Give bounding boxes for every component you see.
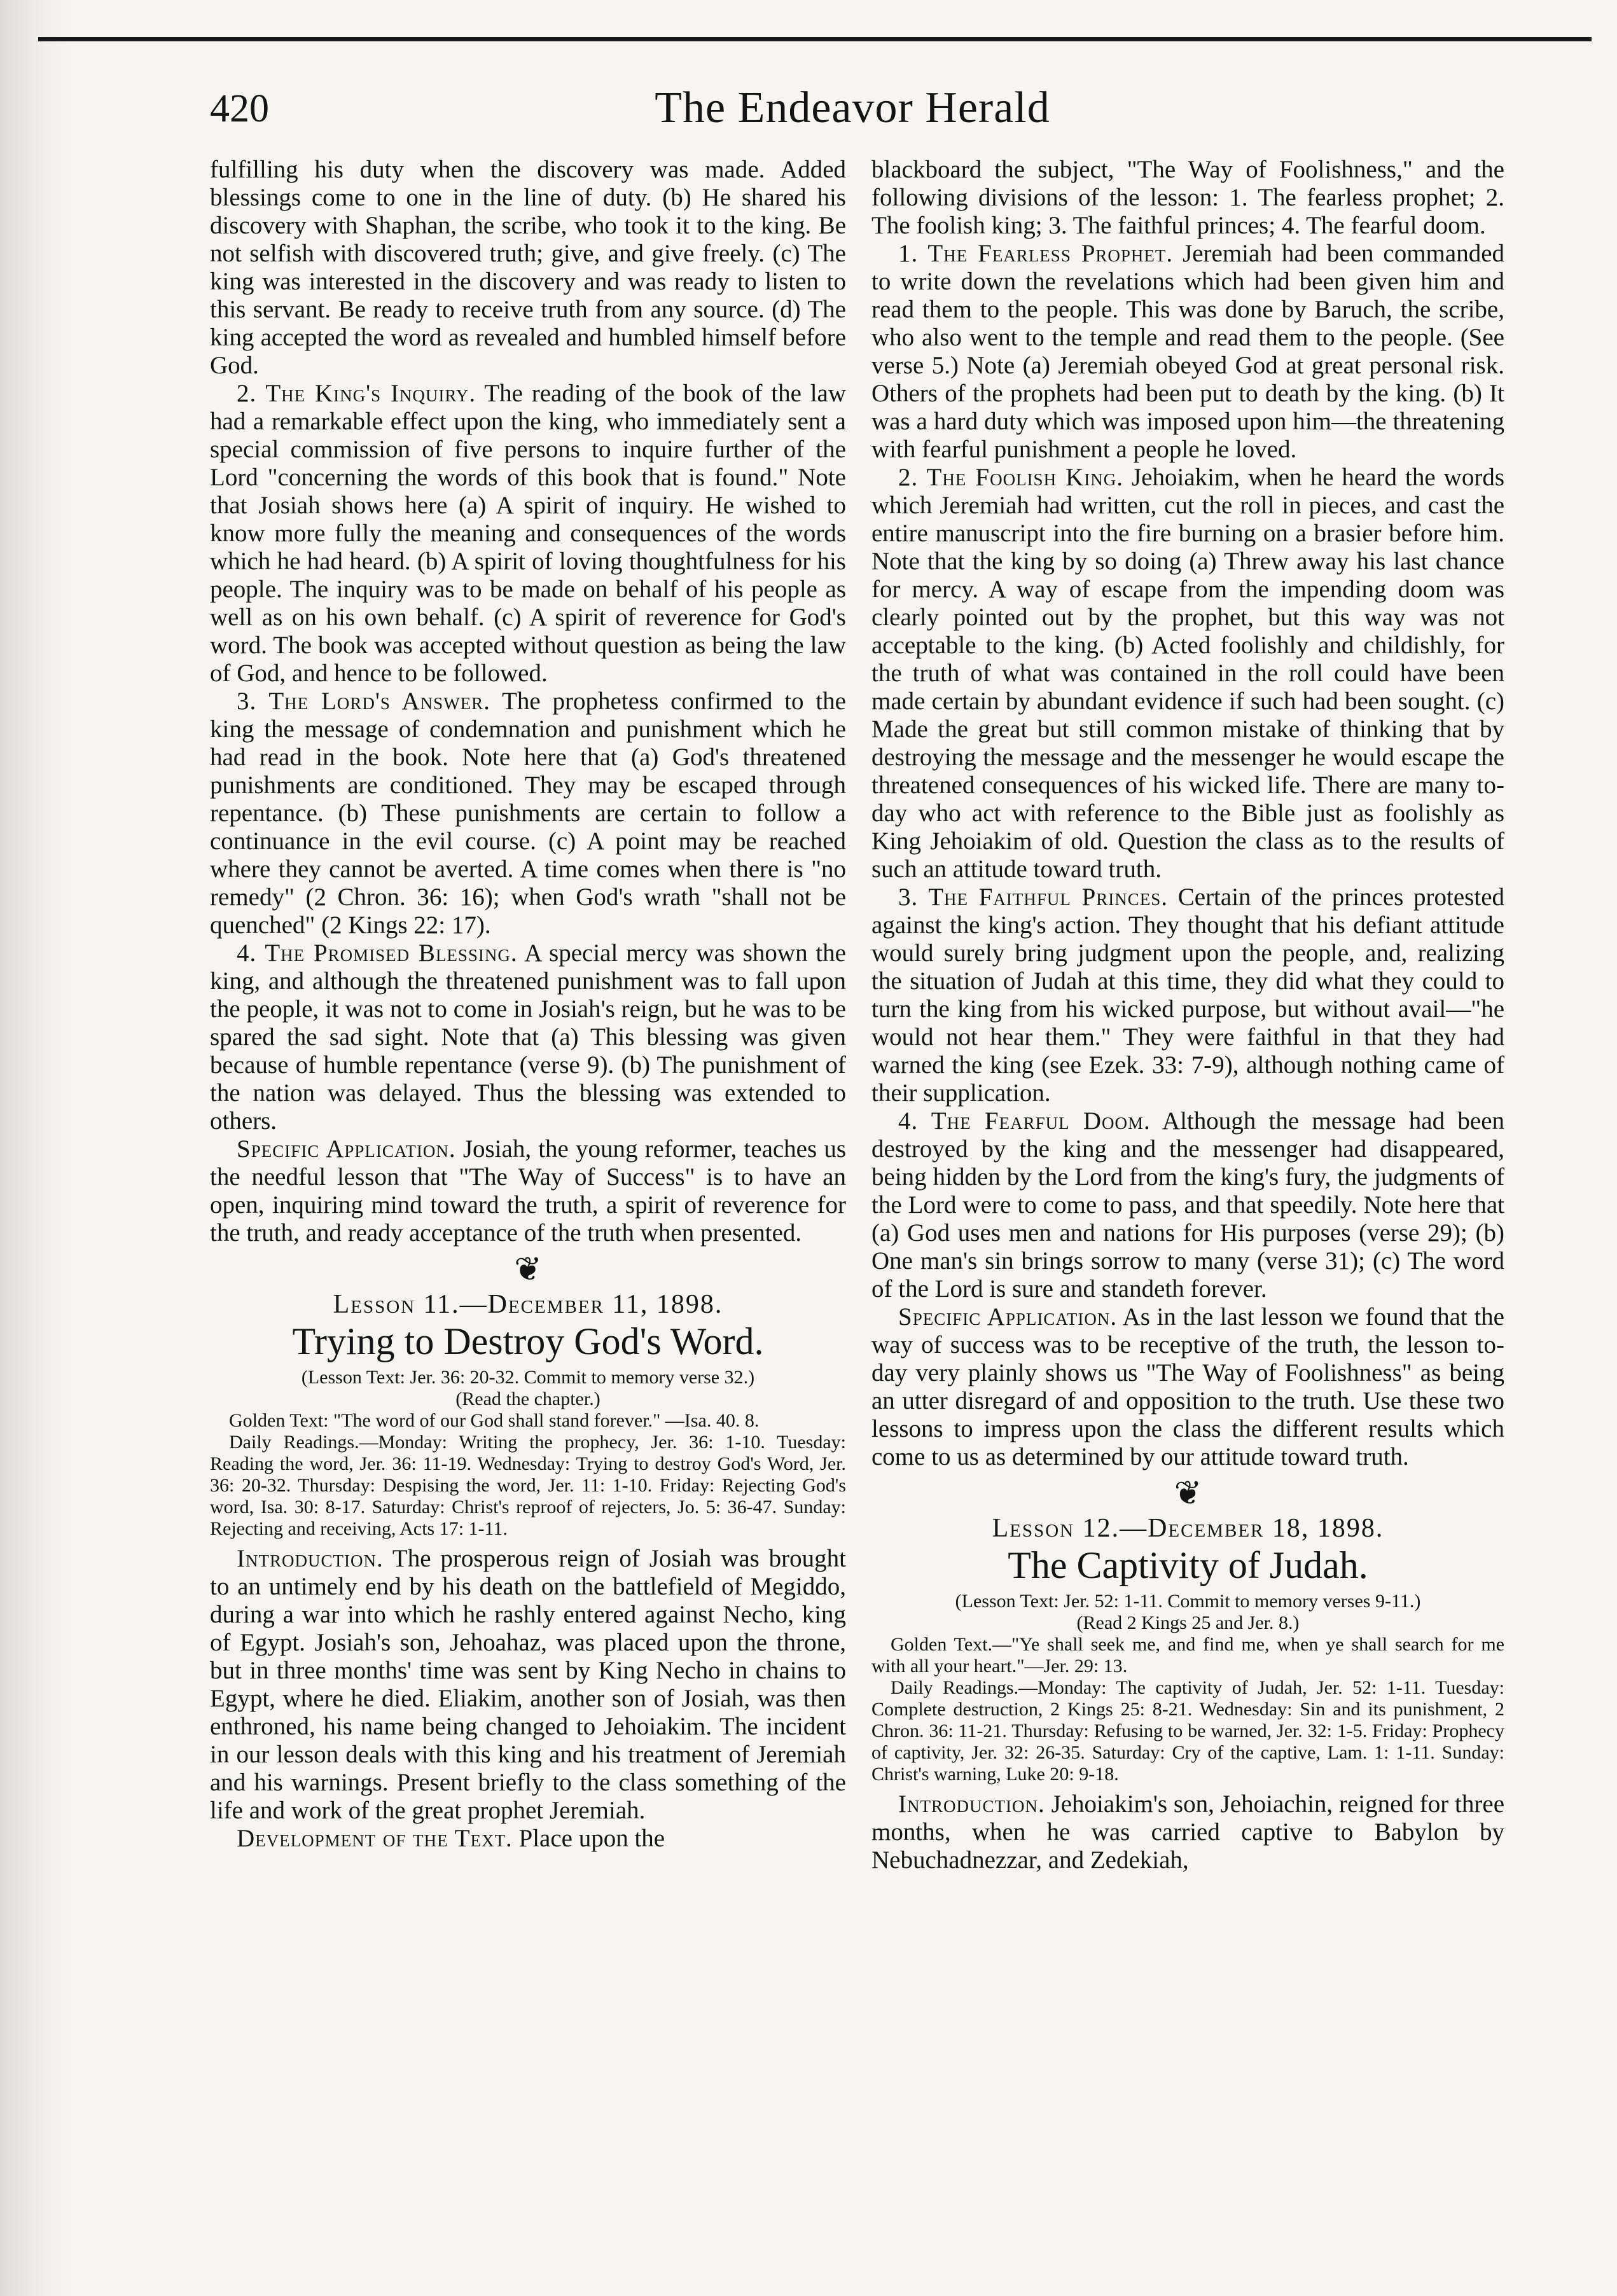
journal-title: The Endeavor Herald [655, 83, 1050, 132]
lesson-read-ref: (Read the chapter.) [455, 1388, 600, 1409]
paragraph [210, 688, 846, 939]
section-heading: Development of the Text. [237, 1825, 513, 1852]
section-heading: 4. The Fearful Doom. [898, 1107, 1151, 1135]
golden-text: Golden Text.—"Ye shall seek me, and find me, when ye shall search for me with all your heart."—Jer. 29: 13. [871, 1634, 1504, 1677]
paragraph-text: Place upon the [518, 1825, 665, 1852]
section-heading: Specific Application. [898, 1303, 1118, 1331]
lesson-heading: Lesson 12.—December 18, 1898. [992, 1514, 1384, 1543]
section-heading: Introduction. [898, 1790, 1045, 1818]
top-rule [38, 37, 1592, 41]
section-heading: 3. The Faithful Princes. [898, 883, 1169, 911]
golden-text-block [871, 1634, 1504, 1677]
daily-readings: Daily Readings.—Monday: The captivity of Judah, Jer. 52: 1-11. Tuesday: Complete destruction, 2 Kings 25: 8-21. Wednesday: Sin and its punishment, 2 Chron. 36: 11-21. Thursday: Refusing to be warned, Jer. 32: 1-5. Friday: Prophecy of captivity, Jer. 32: 26-35. Saturday: Cry of the captive, Lam. 1: 1-11. Sunday: Christ's warning, Luke 20: 9-18. [871, 1677, 1504, 1785]
golden-text-block [210, 1410, 846, 1432]
golden-text: Golden Text: "The word of our God shall stand forever." —Isa. 40. 8. [229, 1410, 760, 1431]
daily-readings-block [871, 1677, 1504, 1785]
paragraph-text: Certain of the princes protested against the king's action. They thought that his defiant attitude would surely bring judgment upon the people, and, realizing the situation of Judah at this time, they did what they could to turn the king from his wicked purpose, but without avail—"he would not hear them." They were faithful in that they had warned the king (see Ezek. 33: 7-9), although nothing came of their supplication. [871, 883, 1504, 1107]
paragraph [871, 883, 1504, 1107]
paragraph-text: Although the message had been destroyed by the king and the messenger had disappeared, being hidden by the Lord from the king's fury, the judgments of the Lord were to come to pass, and that speedily. Note here that (a) God uses men and nations for His purposes (verse 29); (b) One man's sin brings sorrow to many (verse 31); (c) The word of the Lord is sure and standeth forever. [871, 1107, 1504, 1303]
section-heading: 2. The King's Inquiry. [237, 380, 476, 407]
paragraph-text: The prophetess confirmed to the king the message of condemnation and punishment which he had read in the book. Note here that (a) God's threatened punishments are conditioned. They may be escaped through repentance. (b) These punishments are certain to follow a continuance in the evil course. (c) A point may be reached where they cannot be averted. A time comes when there is "no remedy" (2 Chron. 36: 16); when God's wrath "shall not be quenched" (2 Kings 22: 17). [210, 688, 846, 939]
paragraph [210, 1545, 846, 1825]
paragraph-text: Jehoiakim's son, Jehoiachin, reigned for three months, when he was carried captive to Babylon by Nebuchadnezzar, and Zedekiah, [871, 1790, 1505, 1874]
daily-readings-block [210, 1432, 846, 1540]
paragraph [871, 1303, 1504, 1471]
section-heading: 4. The Promised Blessing. [237, 939, 518, 967]
page-header [210, 83, 1495, 153]
daily-readings: Daily Readings.—Monday: Writing the prophecy, Jer. 36: 1-10. Tuesday: Reading the word, Jer. 36: 11-19. Wednesday: Trying to destroy God's Word, Jer. 36: 20-32. Thursday: Despising the word, Jer. 11: 1-10. Friday: Rejecting God's word, Isa. 30: 8-17. Saturday: Christ's reproof of rejecters, Jo. 5: 36-47. Sunday: Rejecting and receiving, Acts 17: 1-11. [210, 1432, 846, 1539]
paragraph [210, 1135, 846, 1247]
section-heading: 2. The Foolish King. [898, 464, 1123, 491]
page-number: 420 [210, 87, 269, 130]
paragraph-text: The reading of the book of the law had a remarkable effect upon the king, who immediately sent a special commission of five persons to inquire further of the Lord "concerning the words of this book that is found." Note that Josiah shows here (a) A spirit of inquiry. He wished to know more fully the meaning and consequences of the words which he had heard. (b) A spirit of loving thoughtfulness for his people. The inquiry was to be made on behalf of his people as well as on his own behalf. (c) A spirit of reverence for God's word. The book was accepted without question as being the law of God, and hence to be followed. [210, 380, 847, 687]
paragraph [210, 939, 846, 1135]
paragraph-text: Josiah, the young reformer, teaches us the needful lesson that "The Way of Success" is to have an open, inquiring mind toward the truth, a spirit of reverence for the truth, and ready acceptance of the truth when presented. [210, 1135, 847, 1247]
paragraph-text: The prosperous reign of Josiah was brought to an untimely end by his death on the battlefield of Megiddo, during a war into which he rashly entered against Necho, king of Egypt. Josiah's son, Jehoahaz, was placed upon the throne, but in three months' time was sent by King Necho in chains to Egypt, where he died. Eliakim, another son of Josiah, was then enthroned, his name being changed to Jehoiakim. The incident in our lesson deals with this king and his treatment of Jeremiah and his warnings. Present briefly to the class something of the life and work of the great prophet Jeremiah. [210, 1545, 846, 1824]
paragraph: blackboard the subject, "The Way of Foolishness," and the following divisions of the lesson: 1. The fearless prophet; 2. The foolish king; 3. The faithful princes; 4. The fearful doom. [871, 156, 1504, 239]
paragraph [871, 1107, 1504, 1303]
ornament-icon: ❦ [514, 1252, 542, 1288]
paragraph-text: Jeremiah had been commanded to write down the revelations which had been given him and read them to the people. This was done by Baruch, the scribe, who also went to the temple and read them to the people. (See verse 5.) Note (a) Jeremiah obeyed God at great personal risk. Others of the prophets had been put to death by the king. (b) It was a hard duty which was imposed upon him—the threatening with fearful punishment a people he loved. [871, 240, 1505, 463]
lesson-text-ref: (Lesson Text: Jer. 52: 1-11. Commit to memory verses 9-11.) [955, 1591, 1421, 1612]
ornament-icon: ❦ [1174, 1476, 1202, 1512]
page-edge-shadow [0, 0, 76, 2296]
paragraph [871, 240, 1504, 464]
paragraph [210, 380, 846, 688]
paragraph [871, 464, 1504, 883]
lesson-read-ref: (Read 2 Kings 25 and Jer. 8.) [1076, 1612, 1300, 1633]
paragraph-text: As in the last lesson we found that the way of success was to be receptive of the truth, the lesson to-day very plainly shows us "The Way of Foolishness" as being an utter disregard of and opposition to the truth. Use these two lessons to impress upon the class the different results which come to us as determined by our attitude toward truth. [871, 1303, 1504, 1470]
section-heading: 1. The Fearless Prophet. [898, 240, 1174, 267]
right-column [871, 156, 1504, 1874]
section-heading: Specific Application. [237, 1135, 456, 1163]
paragraph [871, 1790, 1504, 1874]
section-heading: 3. The Lord's Answer. [237, 688, 490, 715]
left-column [210, 156, 846, 1853]
paragraph [210, 1825, 846, 1853]
section-heading: Introduction. [237, 1545, 384, 1572]
paragraph-text: Jehoiakim, when he heard the words which Jeremiah had written, cut the roll in pieces, and cast the entire manuscript into the fire burning on a brasier before him. Note that the king by so doing (a) Threw away his last chance for mercy. A way of escape from the impending doom was clearly pointed out by the prophet, but this way was not acceptable to the king. (b) Acted foolishly and childishly, for the truth of what was contained in the roll could have been made certain by abundant evidence if such had been sought. (c) Made the great but still common mistake of thinking that by destroying the message and the messenger he would escape the threatened consequences of his wicked life. There are many to-day who act with reference to the Bible just as foolishly as King Jehoiakim of old. Question the class as to the results of such an attitude toward truth. [871, 464, 1505, 883]
lesson-heading: Lesson 11.—December 11, 1898. [333, 1290, 723, 1319]
lesson-title: Trying to Destroy God's Word. [292, 1320, 764, 1362]
paragraph-text: A special mercy was shown the king, and although the threatened punishment was to fall upon the people, it was not to come in Josiah's reign, but he was to be spared the sad sight. Note that (a) This blessing was given because of humble repentance (verse 9). (b) The punishment of the nation was delayed. Thus the blessing was extended to others. [210, 939, 846, 1135]
lesson-text-ref: (Lesson Text: Jer. 36: 20-32. Commit to memory verse 32.) [301, 1367, 755, 1388]
lesson-title: The Captivity of Judah. [1008, 1544, 1368, 1586]
paragraph: fulfilling his duty when the discovery was made. Added blessings come to one in the line of duty. (b) He shared his discovery with Shaphan, the scribe, who took it to the king. Be not selfish with discovered truth; give, and give freely. (c) The king was interested in the discovery and was ready to listen to this servant. Be ready to receive truth from any source. (d) The king accepted the word as revealed and humbled himself before God. [210, 156, 846, 379]
